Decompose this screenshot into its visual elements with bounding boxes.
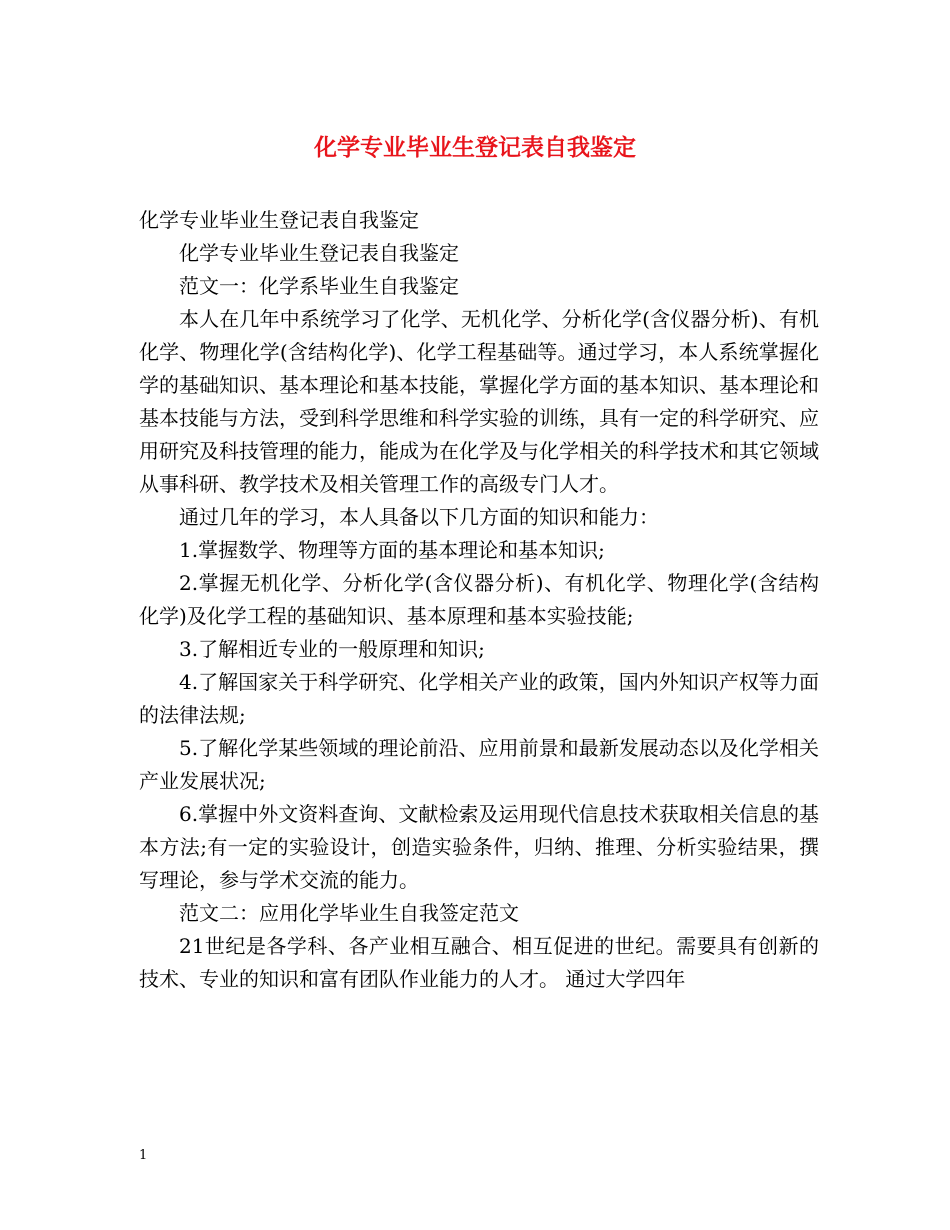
list-item-2: 2.掌握无机化学、分析化学(含仪器分析)、有机化学、物理化学(含结构化学)及化学工程的基础知识、基本原理和基本实验技能;	[139, 571, 819, 628]
list-item-6: 6.掌握中外文资料查询、文献检索及运用现代信息技术获取相关信息的基本方法;有一定的实验设计，创造实验条件，归纳、推理、分析实验结果，撰写理论，参与学术交流的能力。	[139, 802, 819, 892]
document-body	[139, 204, 819, 996]
paragraph-subheading: 化学专业毕业生登记表自我鉴定	[179, 241, 459, 265]
paragraph-study-summary: 本人在几年中系统学习了化学、无机化学、分析化学(含仪器分析)、有机化学、物理化学(含结构化学)、化学工程基础等。通过学习，本人系统掌握化学的基础知识、基本理论和基本技能，掌握化学方面的基本知识、基本理论和基本技能与方法，受到科学思维和科学实验的训练，具有一定的科学研究、应用研究及科技管理的能力，能成为在化学及与化学相关的科学技术和其它领域从事科研、教学技术及相关管理工作的高级专门人才。	[139, 307, 819, 496]
document-title: 化学专业毕业生登记表自我鉴定	[314, 135, 636, 161]
paragraph-century-intro: 21世纪是各学科、各产业相互融合、相互促进的世纪。需要具有创新的技术、专业的知识和富有团队作业能力的人才。 通过大学四年	[139, 934, 819, 991]
paragraph-heading: 化学专业毕业生登记表自我鉴定	[139, 208, 419, 232]
list-item-3: 3.了解相近专业的一般原理和知识;	[179, 637, 485, 661]
page-number: 1	[139, 1148, 148, 1163]
list-item-4: 4.了解国家关于科学研究、化学相关产业的政策，国内外知识产权等力面的法律法规;	[139, 670, 819, 727]
list-item-1: 1.掌握数学、物理等方面的基本理论和基本知识;	[179, 538, 605, 562]
paragraph-sample-one-heading: 范文一：化学系毕业生自我鉴定	[179, 274, 459, 298]
paragraph-sample-two-heading: 范文二：应用化学毕业生自我签定范文	[179, 901, 519, 925]
paragraph-abilities-intro: 通过几年的学习，本人具备以下几方面的知识和能力：	[179, 505, 659, 529]
list-item-5: 5.了解化学某些领域的理论前沿、应用前景和最新发展动态以及化学相关产业发展状况;	[139, 736, 819, 793]
